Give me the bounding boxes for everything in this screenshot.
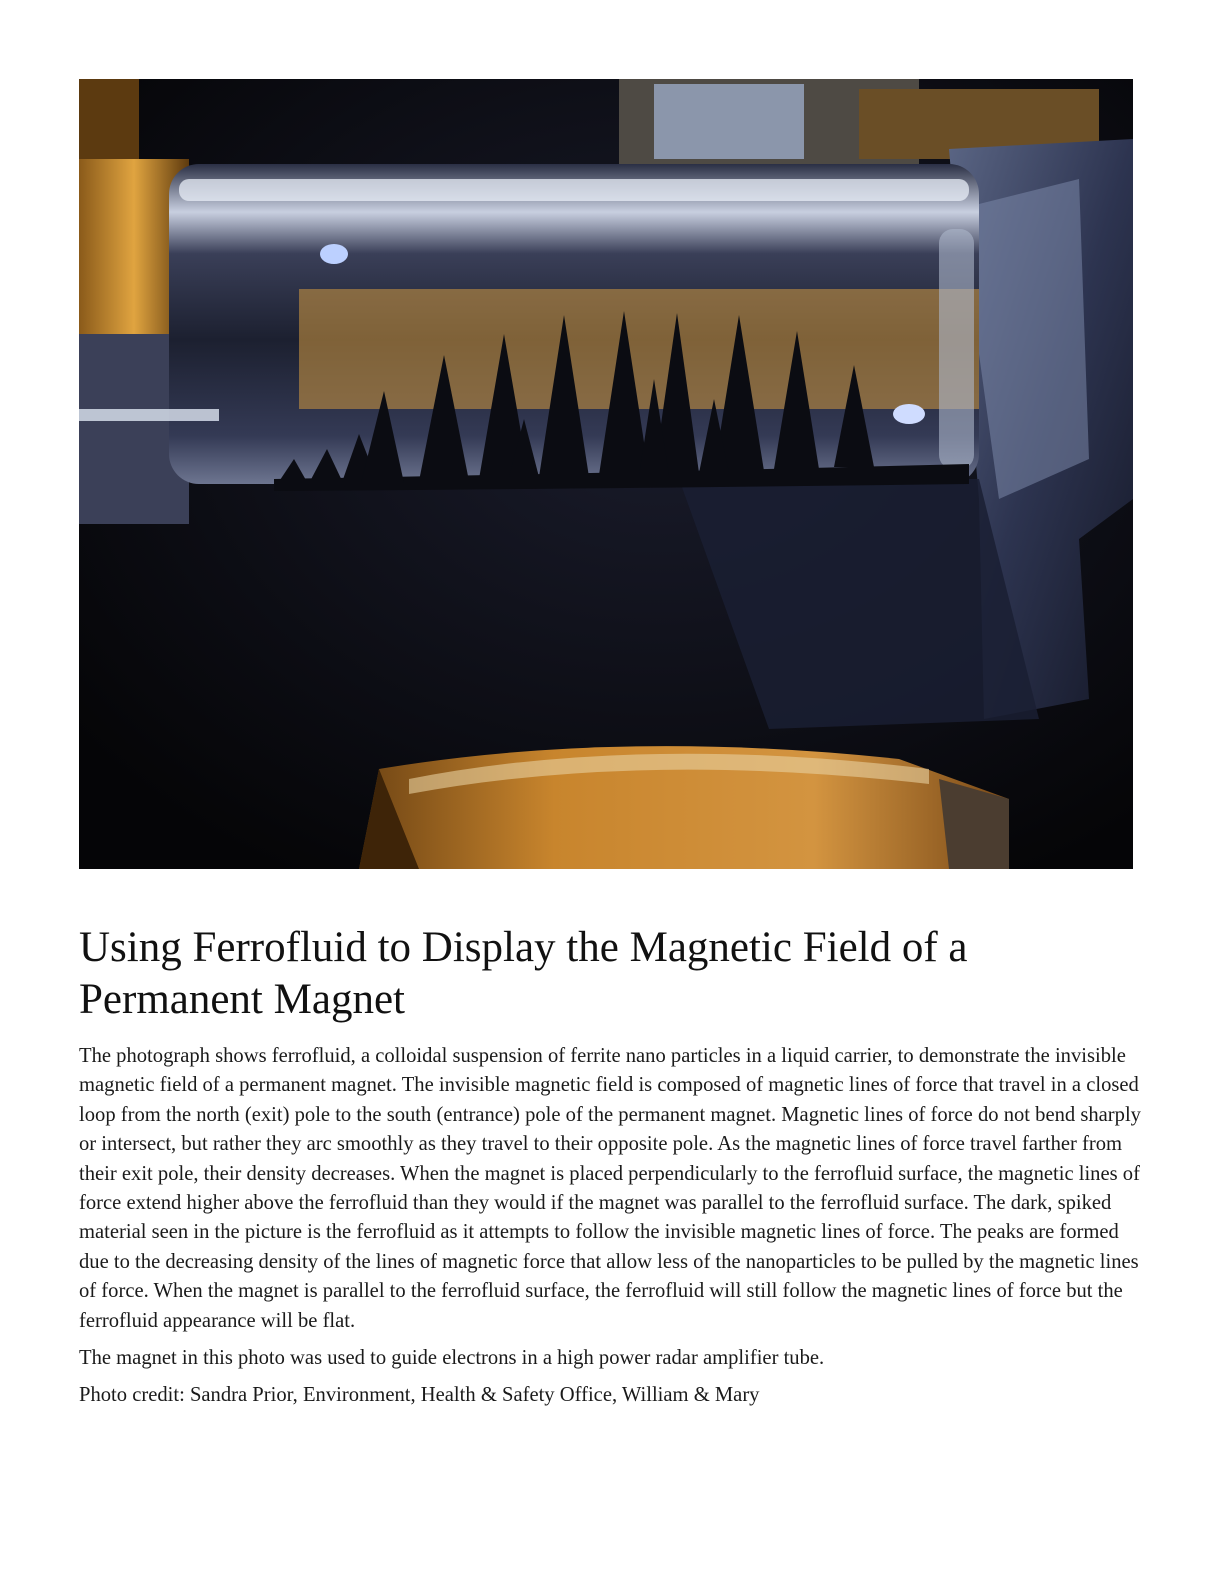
paragraph-magnet-use: The magnet in this photo was used to guide electrons in a high power radar amplifier tube. — [79, 1347, 825, 1370]
paragraph-description: The photograph shows ferrofluid, a colloidal suspension of ferrite nano particles in a liquid carrier, to demonstrate the invisible magnetic field of a permanent magnet. The invisible magnetic field is composed of magnetic lines of force that travel in a closed loop from the north (exit) pole to the south (entrance) pole of the permanent magnet. Magnetic lines of force do not bend sharply or intersect, but rather they arc smoothly as they travel to their opposite pole. As the magnetic lines of force travel farther from their exit pole, their density decreases. When the magnet is placed perpendicularly to the ferrofluid surface, the magnetic lines of force extend higher above the ferrofluid than they would if the magnet was parallel to the ferrofluid surface. The dark, spiked material seen in the picture is the ferrofluid as it attempts to follow the invisible magnetic lines of force. The peaks are formed due to the decreasing density of the lines of magnetic force that allow less of the nanoparticles to be pulled by the magnetic lines of force. When the magnet is parallel to the ferrofluid surface, the ferrofluid will still follow the magnetic lines of force but the ferrofluid appearance will be flat. — [79, 1045, 1141, 1332]
article-body — [79, 1042, 1141, 1419]
ferrofluid-photo-illustration — [79, 79, 1133, 869]
photo-credit: Photo credit: Sandra Prior, Environment, Health & Safety Office, William & Mary — [79, 1384, 760, 1407]
page-title: Using Ferrofluid to Display the Magnetic Field of a Permanent Magnet — [79, 924, 968, 1023]
ferrofluid-photo — [79, 79, 1133, 869]
